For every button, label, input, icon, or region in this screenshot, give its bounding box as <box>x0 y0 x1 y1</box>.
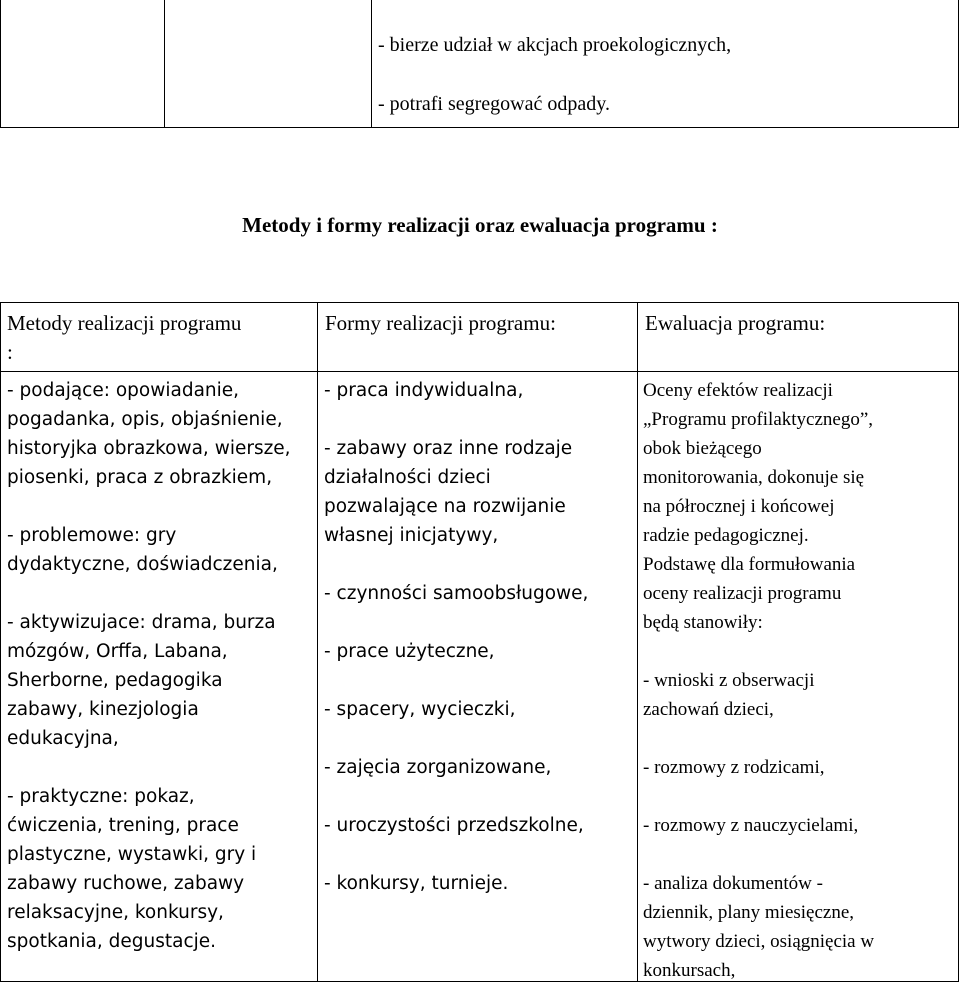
cell-text-line: dziennik, plany miesięczne, <box>643 902 855 923</box>
cell-text-line: piosenki, praca z obrazkiem, <box>7 467 273 488</box>
top-table-divider-2 <box>371 0 372 128</box>
cell-text-line: - zabawy oraz inne rodzaje <box>324 438 573 459</box>
blank-line <box>643 840 955 869</box>
cell-text-line: plastyczne, wystawki, gry i <box>7 844 257 865</box>
cell-text-line: na półrocznej i końcowej <box>643 496 835 517</box>
table-left-border <box>0 302 1 982</box>
cell-text-line: - uroczystości przedszkolne, <box>324 815 584 836</box>
cell-text-line: zabawy ruchowe, zabawy <box>7 873 245 894</box>
blank-line <box>324 550 636 579</box>
evaluation-column <box>643 376 955 985</box>
cell-text-line: - rozmowy z rodzicami, <box>643 757 825 778</box>
cell-text-line: - czynności samoobsługowe, <box>324 583 589 604</box>
blank-line <box>643 782 955 811</box>
header-forms: Formy realizacji programu: <box>325 311 556 335</box>
blank-line <box>324 666 636 695</box>
cell-text-line: będą stanowiły: <box>643 612 763 633</box>
cell-text-line: monitorowania, dokonuje się <box>643 467 865 488</box>
cell-text-line: pozwalające na rozwijanie <box>324 496 566 517</box>
cell-text-line: - podające: opowiadanie, <box>7 380 240 401</box>
blank-line <box>324 840 636 869</box>
cell-text-line: zabawy, kinezjologia <box>7 699 199 720</box>
methods-column <box>7 376 313 956</box>
cell-text-line: Oceny efektów realizacji <box>643 380 833 401</box>
header-methods-line: Metody realizacji programu <box>7 311 242 335</box>
top-list-item: - potrafi segregować odpady. <box>378 93 610 115</box>
cell-text-line: oceny realizacji programu <box>643 583 842 604</box>
cell-text-line: własnej inicjatywy, <box>324 525 499 546</box>
cell-text-line: radzie pedagogicznej. <box>643 525 809 546</box>
cell-text-line: - wnioski z obserwacji <box>643 670 815 691</box>
blank-line <box>643 724 955 753</box>
cell-text-line: dydaktyczne, doświadczenia, <box>7 554 278 575</box>
cell-text-line: - praktyczne: pokaz, <box>7 786 195 807</box>
column-divider-2 <box>637 302 638 982</box>
column-divider-1 <box>317 302 318 982</box>
blank-line <box>7 753 313 782</box>
header-methods-line: : <box>7 340 13 364</box>
top-table-divider-1 <box>164 0 165 128</box>
cell-text-line: - rozmowy z nauczycielami, <box>643 815 859 836</box>
blank-line <box>324 405 636 434</box>
cell-text-line: - prace użyteczne, <box>324 641 495 662</box>
blank-line <box>324 724 636 753</box>
cell-text-line: pogadanka, opis, objaśnienie, <box>7 409 283 430</box>
cell-text-line: mózgów, Orffa, Labana, <box>7 641 228 662</box>
top-list-item: - bierze udział w akcjach proekologicznych, <box>378 34 732 56</box>
cell-text-line: - konkursy, turnieje. <box>324 873 509 894</box>
table-right-border <box>958 302 959 982</box>
blank-line <box>7 579 313 608</box>
cell-text-line: - spacery, wycieczki, <box>324 699 516 720</box>
cell-text-line: - zajęcia zorganizowane, <box>324 757 552 778</box>
cell-text-line: ćwiczenia, trening, prace <box>7 815 239 836</box>
header-bottom-border <box>0 371 959 372</box>
blank-line <box>7 492 313 521</box>
cell-text-line: - praca indywidualna, <box>324 380 524 401</box>
cell-text-line: relaksacyjne, konkursy, <box>7 902 224 923</box>
cell-text-line: spotkania, degustacje. <box>7 931 217 952</box>
cell-text-line: obok bieżącego <box>643 438 762 459</box>
blank-line <box>324 782 636 811</box>
cell-text-line: konkursach, <box>643 960 736 981</box>
table-top-border <box>0 302 959 303</box>
header-evaluation: Ewaluacja programu: <box>645 311 826 335</box>
top-table-right-border <box>958 0 959 128</box>
cell-text-line: historyjka obrazkowa, wiersze, <box>7 438 291 459</box>
cell-text-line: wytwory dzieci, osiągnięcia w <box>643 931 875 952</box>
top-table-left-border <box>0 0 1 128</box>
blank-line <box>643 637 955 666</box>
top-table-bottom-border <box>0 127 959 128</box>
cell-text-line: - aktywizujace: drama, burza <box>7 612 276 633</box>
cell-text-line: „Programu profilaktycznego”, <box>643 409 874 430</box>
cell-text-line: - problemowe: gry <box>7 525 177 546</box>
header-methods <box>7 309 241 367</box>
cell-text-line: działalności dzieci <box>324 467 491 488</box>
section-title: Metody i formy realizacji oraz ewaluacja programu : <box>242 213 718 237</box>
cell-text-line: edukacyjna, <box>7 728 119 749</box>
forms-column <box>324 376 636 898</box>
cell-text-line: zachowań dzieci, <box>643 699 774 720</box>
cell-text-line: - analiza dokumentów - <box>643 873 823 894</box>
cell-text-line: Sherborne, pedagogika <box>7 670 223 691</box>
blank-line <box>324 608 636 637</box>
cell-text-line: Podstawę dla formułowania <box>643 554 856 575</box>
